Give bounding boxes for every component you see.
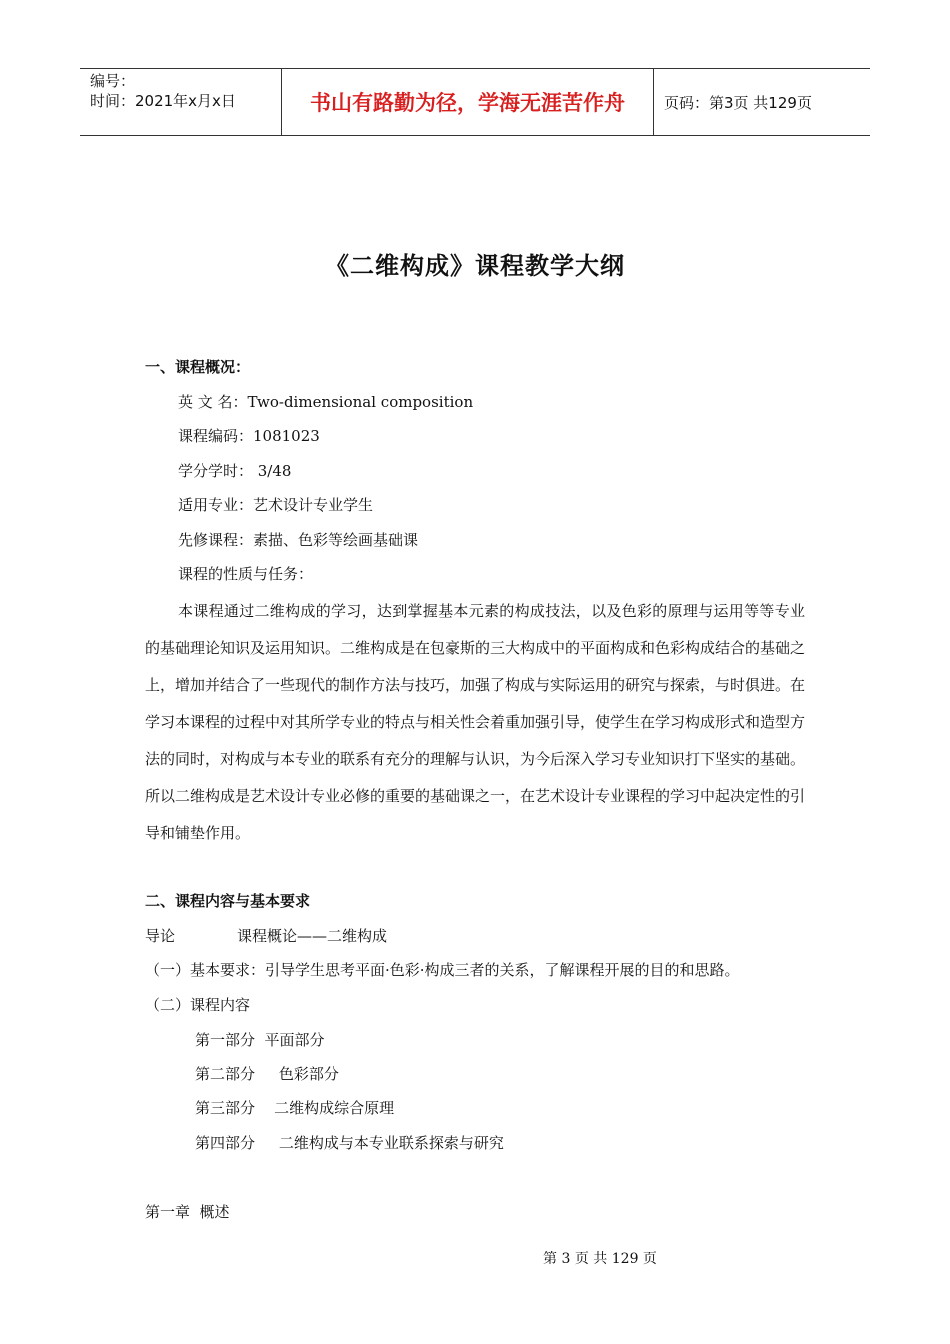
basic-requirement: （一）基本要求：引导学生思考平面·色彩·构成三者的关系，了解课程开展的目的和思路。 — [145, 961, 740, 979]
header-number-label: 编号： — [90, 72, 136, 90]
page-header — [80, 68, 870, 136]
part-three: 第三部分 二维构成综合原理 — [195, 1099, 395, 1117]
part-one: 第一部分 平面部分 — [195, 1031, 325, 1049]
header-time-label: 时间：2021年x月x日 — [90, 92, 236, 110]
page-footer: 第 3 页 共 129 页 — [543, 1251, 657, 1267]
course-code: 课程编码：1081023 — [178, 427, 320, 445]
header-meta — [80, 69, 282, 135]
course-english-name: 英 文 名：Two-dimensional composition — [178, 393, 474, 411]
part-four: 第四部分 二维构成与本专业联系探索与研究 — [195, 1134, 504, 1152]
section2-heading: 二、课程内容与基本要求 — [145, 892, 311, 910]
course-prerequisites: 先修课程：素描、色彩等绘画基础课 — [178, 531, 419, 549]
course-description: 本课程通过二维构成的学习，达到掌握基本元素的构成技法，以及色彩的原理与运用等等专业的基础理论知识及运用知识。二维构成是在包豪斯的三大构成中的平面构成和色彩构成结合的基础之上，增加并结合了一些现代的制作方法与技巧，加强了构成与实际运用的研究与探索，与时俱进。在学习本课程的过程中对其所学专业的特点与相关性会着重加强引导，使学生在学习构成形式和造型方法的同时，对构成与本专业的联系有充分的理解与认识，为今后深入学习专业知识打下坚实的基础。所以二维构成是艺术设计专业必修的重要的基础课之一，在艺术设计专业课程的学习中起决定性的引导和铺垫作用。 — [145, 602, 806, 842]
part-two: 第二部分 色彩部分 — [195, 1065, 339, 1083]
course-majors: 适用专业：艺术设计专业学生 — [178, 496, 374, 514]
document-title: 《二维构成》课程教学大纲 — [325, 252, 625, 280]
intro-title: 课程概论——二维构成 — [237, 927, 388, 945]
header-page-info: 页码：第3页 共129页 — [664, 93, 812, 112]
header-motto: 书山有路勤为径，学海无涯苦作舟 — [282, 69, 654, 135]
intro-label: 导论 — [145, 927, 176, 945]
course-nature-label: 课程的性质与任务： — [178, 565, 314, 583]
chapter-one-heading: 第一章 概述 — [145, 1203, 230, 1221]
course-content-label: （二）课程内容 — [145, 996, 251, 1014]
section1-heading: 一、课程概况： — [145, 358, 251, 376]
course-credits: 学分学时： 3/48 — [178, 462, 292, 480]
